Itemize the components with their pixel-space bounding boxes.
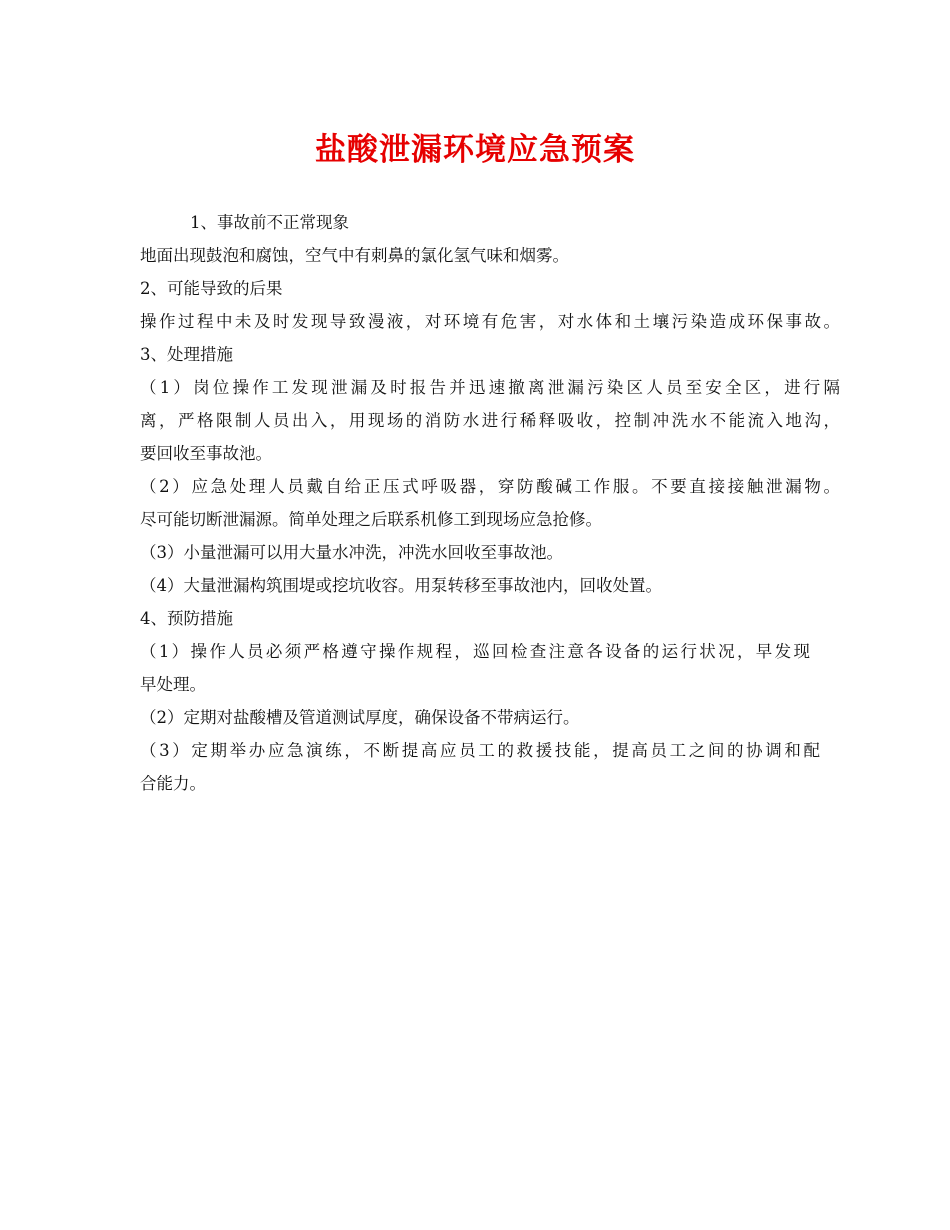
paragraph-line: （4）大量泄漏构筑围堤或挖坑收容。用泵转移至事故池内，回收处置。 [140,576,662,595]
section-heading-3: 3、处理措施 [140,345,233,364]
section-heading-2: 2、可能导致的后果 [140,279,283,298]
document-body [140,206,840,800]
paragraph-line: 尽可能切断泄漏源。简单处理之后联系机修工到现场应急抢修。 [140,510,602,529]
paragraph-line: 离，严格限制人员出入，用现场的消防水进行稀释吸收，控制冲洗水不能流入地沟， [140,411,840,430]
paragraph-line: 地面出现鼓泡和腐蚀，空气中有刺鼻的氯化氢气味和烟雾。 [140,246,569,265]
paragraph-line: 早处理。 [140,675,206,694]
paragraph-line: （1）操作人员必须严格遵守操作规程，巡回检查注意各设备的运行状况，早发现 [140,642,810,661]
document-title: 盐酸泄漏环境应急预案 [315,132,635,168]
paragraph-line: （2）定期对盐酸槽及管道测试厚度，确保设备不带病运行。 [140,708,580,727]
section-heading-1: 1、事故前不正常现象 [190,213,349,232]
paragraph-line: （2）应急处理人员戴自给正压式呼吸器，穿防酸碱工作服。不要直接接触泄漏物。 [140,477,840,496]
paragraph-line: （3）定期举办应急演练，不断提高应员工的救援技能，提高员工之间的协调和配 [140,741,820,760]
paragraph-line: （3）小量泄漏可以用大量水冲洗，冲洗水回收至事故池。 [140,543,563,562]
paragraph-line: 操作过程中未及时发现导致漫液，对环境有危害，对水体和土壤污染造成环保事故。 [140,312,840,331]
section-heading-4: 4、预防措施 [140,609,233,628]
paragraph-line: （1）岗位操作工发现泄漏及时报告并迅速撤离泄漏污染区人员至安全区，进行隔 [140,378,840,397]
paragraph-line: 要回收至事故池。 [140,444,272,463]
paragraph-line: 合能力。 [140,774,206,793]
